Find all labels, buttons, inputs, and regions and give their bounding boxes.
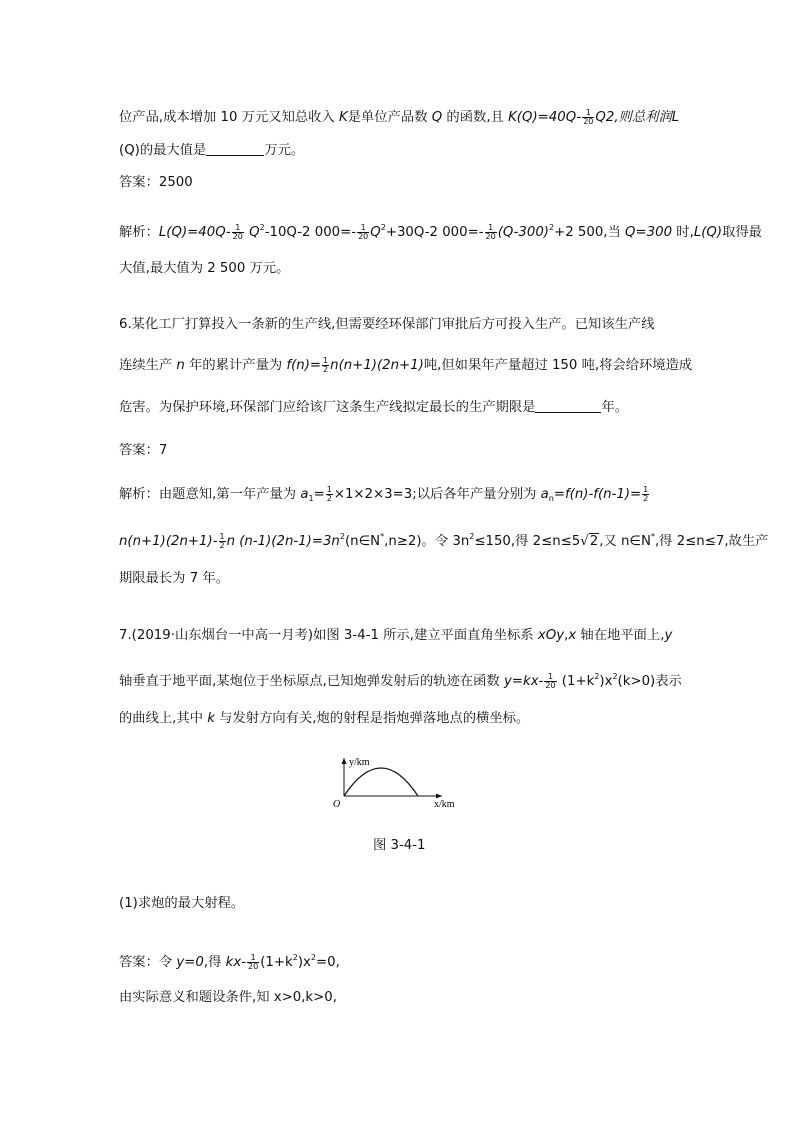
problem6-line2: 连续生产 n 年的累计产量为 f(n)= $\frac{1}{2}$ n(n+1)(2n+1)吨,但如果年产量超过 150 吨,将会给环境造成 (119, 355, 693, 374)
fraction: $\frac{1}{20}$ (545, 671, 556, 690)
problem7-line2: 轴垂直于地平面,某炮位于坐标原点,已知炮弹发射后的轨迹在函数 y=kx- $\frac{1}{20}$ $(1+k^2)x^2(k>0)$表示 (119, 671, 682, 690)
fraction: $\frac{1}{20}$ (248, 952, 259, 971)
figure-caption: 图 3-4-1 (373, 838, 426, 853)
answer-7: 答案：令 y=0,得 kx- $\frac{1}{20}$ $(1+k^2)x^2=0$, (119, 952, 340, 971)
problem5-line2: (Q)的最大值是 万元。 (119, 143, 305, 158)
problem6-line3: 危害。为保护环境,环保部门应给该厂这条生产线拟定最长的生产期限是 年。 (119, 400, 629, 415)
fraction: $\frac{1}{20}$ (232, 222, 243, 241)
origin-label: O (333, 799, 341, 810)
trajectory-figure (330, 752, 470, 812)
analysis-5-line2: 大值,最大值为 2 500 万元。 (119, 261, 290, 276)
analysis-6-line1: 解析：由题意知,第一年产量为 $a_1=$ $\frac{1}{2}$ ×1×2×3=3;以后各年产量分别为 $a_n=f(n)-f(n-1)=$ $\frac{1}{2}$ (119, 484, 649, 503)
fraction: $\frac{1}{2}$ (326, 484, 332, 503)
analysis-6-line3: 期限最长为 7 年。 (119, 571, 229, 586)
x-axis-arrow (436, 794, 442, 799)
x-axis-label: x/km (434, 799, 455, 810)
part1-question: (1)求炮的最大射程。 (119, 896, 245, 911)
analysis-6-line2: n(n+1)(2n+1)- $\frac{1}{2}$ n $(n-1)(2n-1)=3n^2(n\in N^*,n\ge 2)$。令 $3n^2\le 150$,得 2≤n≤5√2,又 n∈N*,得 2≤n≤7,故生产 (119, 527, 768, 552)
problem6-line1: 6.某化工厂打算投入一条新的生产线,但需要经环保部门审批后方可投入生产。已知该生产线 (119, 317, 655, 332)
problem5-line1: 位产品,成本增加 10 万元又知总收入 K是单位产品数 Q 的函数,且 K(Q)=40Q- $\frac{1}{20}$ Q2,则总利润L (119, 107, 680, 126)
answer-6: 答案：7 (119, 443, 168, 458)
sqrt: √2 (580, 534, 599, 549)
y-axis-label: y/km (349, 757, 370, 768)
answer-blank (535, 398, 601, 413)
fraction: $\frac{1}{20}$ (485, 222, 496, 241)
trajectory-curve (344, 768, 418, 796)
fraction: $\frac{1}{20}$ (358, 222, 369, 241)
fraction: $\frac{1}{20}$ (583, 107, 594, 126)
answer-blank (206, 141, 264, 156)
problem7-line3: 的曲线上,其中 k 与发射方向有关,炮的射程是指炮弹落地点的横坐标。 (119, 711, 530, 726)
y-axis-arrow (342, 758, 347, 764)
fraction: $\frac{1}{2}$ (219, 531, 225, 550)
answer-7-condition: 由实际意义和题设条件,知 x>0,k>0, (119, 990, 337, 1005)
fraction: $\frac{1}{2}$ (323, 355, 329, 374)
problem7-line1: 7.(2019·山东烟台一中高一月考)如图 3-4-1 所示,建立平面直角坐标系 xOy,x 轴在地平面上,y (119, 628, 673, 643)
analysis-5-line1: 解析：L(Q)=40Q- $\frac{1}{20}$ $Q^2-10Q-2$ 000=- $\frac{1}{20}$ $Q^2+30Q-2$ 000=- $\frac{1}{20}$ $(Q-300)^2+2$ 500,当 Q=300 时,L(Q)取得最 (119, 222, 762, 241)
answer-5: 答案：2500 (119, 175, 193, 190)
fraction: $\frac{1}{2}$ (643, 484, 649, 503)
